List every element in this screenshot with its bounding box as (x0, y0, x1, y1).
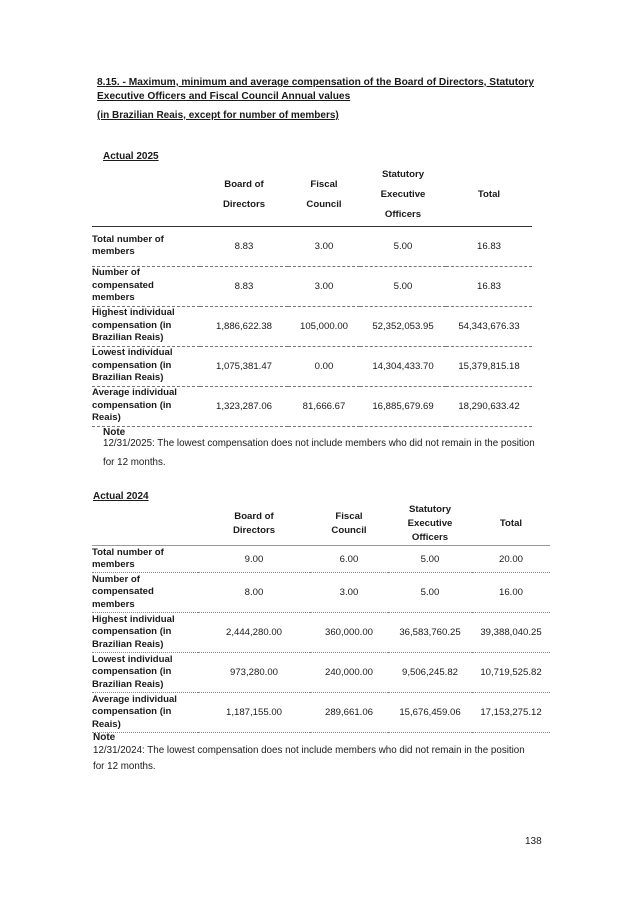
table-header-row (92, 503, 550, 546)
row-label (92, 613, 198, 653)
header-fiscal-line2: Council (306, 198, 342, 210)
cell-statutory: 5.00 (420, 553, 440, 565)
cell-total: 54,343,676.33 (458, 320, 520, 332)
cell-statutory: 15,676,459.06 (399, 707, 461, 718)
header-empty (92, 164, 200, 226)
table-header-row (92, 164, 532, 226)
cell-statutory: 5.00 (393, 280, 413, 292)
table-row (92, 613, 550, 653)
header-statutory-line1: Statutory (381, 168, 425, 180)
actual-2025-title: Actual 2025 (103, 151, 159, 162)
header-board (200, 164, 288, 226)
cell-total: 20.00 (498, 553, 523, 565)
compensation-table-2024 (92, 503, 550, 733)
header-total: Total (477, 188, 501, 200)
table-row (92, 386, 532, 426)
table-row (92, 573, 550, 613)
table-row (92, 226, 532, 266)
row-label (92, 546, 198, 573)
row-label (92, 226, 200, 266)
row-label (92, 653, 198, 693)
header-fiscal (288, 164, 360, 226)
cell-board: 1,075,381.47 (215, 360, 273, 372)
cell-fiscal: 0.00 (314, 360, 334, 372)
section-subheading: (in Brazilian Reais, except for number of members) (97, 110, 339, 121)
table-row (92, 693, 550, 733)
cell-fiscal: 81,666.67 (302, 400, 346, 412)
row-label-line: members (92, 292, 135, 304)
note-2025-text: 12/31/2025: The lowest compensation does not include members who did not remain in the position for 12 months. (103, 438, 535, 468)
cell-fiscal: 105,000.00 (299, 320, 348, 332)
row-label (92, 306, 200, 346)
cell-board: 1,323,287.06 (215, 400, 273, 412)
row-label-line: members (92, 246, 135, 257)
row-label (92, 266, 200, 306)
cell-statutory: 5.00 (420, 587, 440, 598)
row-label-line: members (92, 559, 135, 570)
row-label (92, 573, 198, 613)
header-statutory-line3: Officers (384, 208, 422, 220)
header-statutory-line3: Officers (411, 532, 449, 543)
note-2024-title: Note (93, 732, 116, 743)
cell-fiscal: 6.00 (339, 553, 359, 565)
header-fiscal-line1: Fiscal (335, 511, 363, 522)
header-statutory (388, 503, 472, 546)
header-statutory (360, 164, 446, 226)
cell-board: 2,444,280.00 (225, 627, 283, 638)
cell-board: 973,280.00 (229, 667, 278, 678)
cell-board: 8.83 (234, 280, 254, 292)
cell-board: 8.00 (244, 587, 264, 598)
cell-fiscal: 240,000.00 (324, 667, 373, 678)
row-label-line: Highest individual (92, 613, 175, 625)
section-heading: 8.15. - Maximum, minimum and average compensation of the Board of Directors, Statutory Executive Officers and Fiscal Council Annual values (97, 77, 535, 102)
compensation-table-2025 (92, 164, 532, 427)
row-label-line: Lowest individual (92, 347, 173, 359)
cell-board: 1,187,155.00 (225, 707, 283, 718)
cell-total: 39,388,040.25 (480, 627, 542, 638)
cell-fiscal: 360,000.00 (324, 627, 373, 638)
cell-statutory: 52,352,053.95 (372, 320, 434, 332)
table-row (92, 306, 532, 346)
cell-fiscal: 3.00 (314, 240, 334, 252)
cell-total: 15,379,815.18 (458, 360, 520, 372)
row-label-line: compensation (in (92, 399, 172, 411)
cell-fiscal: 3.00 (314, 280, 334, 292)
row-label-line: compensation (in (92, 666, 172, 678)
cell-fiscal: 3.00 (339, 587, 359, 598)
row-label-line: Brazilian Reais) (92, 678, 164, 690)
table-row (92, 266, 532, 306)
header-empty (92, 503, 198, 546)
header-fiscal (310, 503, 388, 546)
cell-statutory: 14,304,433.70 (372, 360, 434, 372)
header-board-line1: Board of (224, 178, 264, 190)
row-label-line: Number of (92, 267, 140, 279)
cell-statutory: 5.00 (393, 240, 413, 252)
table-row (92, 346, 532, 386)
header-statutory-line2: Executive (407, 518, 453, 529)
cell-statutory: 36,583,760.25 (399, 627, 461, 638)
row-label-line: Reais) (92, 718, 121, 730)
row-label (92, 346, 200, 386)
row-label-line: Total number of (92, 546, 164, 558)
header-statutory-line2: Executive (380, 188, 426, 200)
row-label-line: Brazilian Reais) (92, 372, 164, 384)
cell-total: 16.00 (498, 587, 523, 598)
row-label-line: compensated (92, 279, 154, 291)
cell-total: 18,290,633.42 (458, 400, 520, 412)
header-board-line2: Directors (232, 525, 276, 536)
page-number: 138 (525, 836, 542, 847)
row-label (92, 693, 198, 733)
cell-total: 16.83 (476, 280, 501, 292)
header-statutory-line1: Statutory (408, 504, 452, 515)
header-board (198, 503, 310, 546)
row-label-line: compensated (92, 586, 154, 598)
row-label-line: Average individual (92, 387, 177, 399)
header-fiscal-line2: Council (331, 525, 367, 536)
row-label-line: compensation (in (92, 706, 172, 718)
row-label-line: Reais) (92, 412, 121, 424)
table-row (92, 546, 550, 573)
header-total: Total (499, 518, 523, 529)
row-label-line: Total number of (92, 233, 164, 245)
row-label-line: Average individual (92, 693, 177, 705)
row-label-line: Brazilian Reais) (92, 332, 164, 344)
cell-statutory: 9,506,245.82 (401, 667, 459, 678)
row-label-line: Brazilian Reais) (92, 638, 164, 650)
row-label-line: members (92, 598, 135, 610)
row-label (92, 386, 200, 426)
cell-total: 10,719,525.82 (480, 667, 542, 678)
note-2024-text: 12/31/2024: The lowest compensation does not include members who did not remain in the position for 12 months. (93, 745, 525, 772)
row-label-line: compensation (in (92, 359, 172, 371)
note-2025-title: Note (103, 427, 126, 438)
row-label-line: Highest individual (92, 307, 175, 319)
header-board-line2: Directors (222, 198, 266, 210)
cell-board: 8.83 (234, 240, 254, 252)
cell-board: 9.00 (244, 553, 264, 565)
row-label-line: compensation (in (92, 319, 172, 331)
table-row (92, 653, 550, 693)
actual-2024-title: Actual 2024 (93, 491, 149, 502)
cell-fiscal: 289,661.06 (324, 707, 373, 718)
cell-total: 17,153,275.12 (480, 707, 542, 718)
row-label-line: Number of (92, 573, 140, 585)
header-board-line1: Board of (234, 511, 274, 522)
cell-board: 1,886,622.38 (215, 320, 273, 332)
cell-statutory: 16,885,679.69 (372, 400, 434, 412)
cell-total: 16.83 (476, 240, 501, 252)
row-label-line: compensation (in (92, 626, 172, 638)
row-label-line: Lowest individual (92, 653, 173, 665)
header-fiscal-line1: Fiscal (310, 178, 338, 190)
